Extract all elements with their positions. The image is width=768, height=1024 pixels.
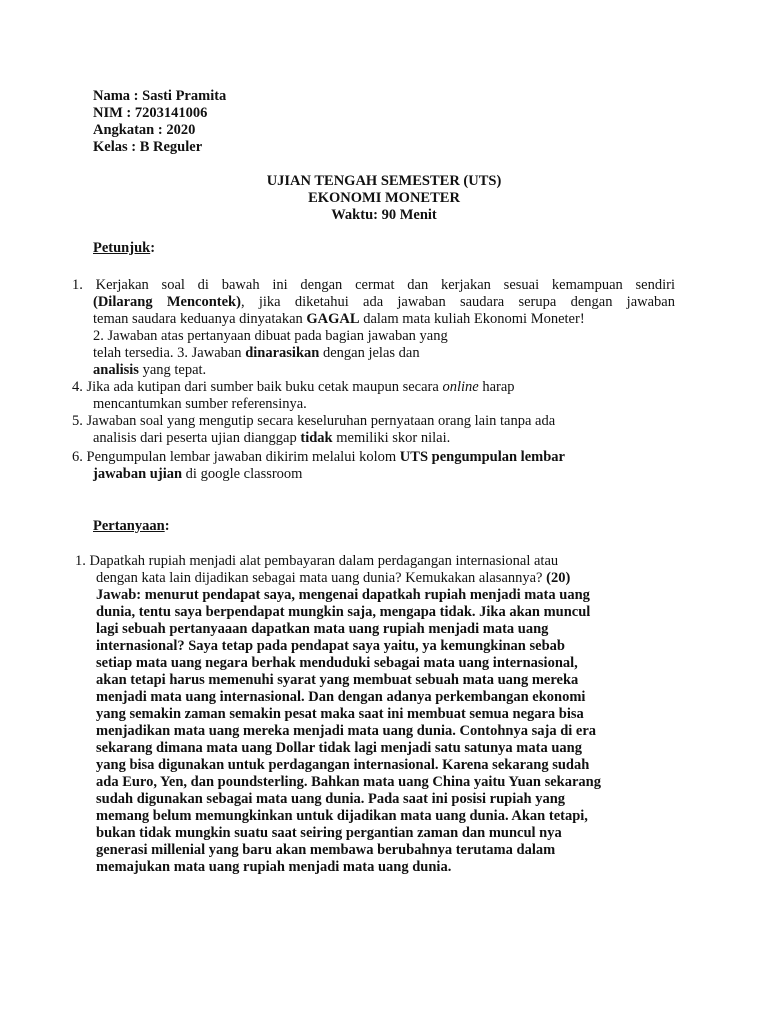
instruction-3-line: analisis yang tepat. — [93, 362, 207, 378]
answer-line: akan tetapi harus memenuhi syarat yang membuat sebuah mata uang mereka — [96, 672, 579, 688]
exam-title: UJIAN TENGAH SEMESTER (UTS) — [266, 173, 502, 189]
answer-line: yang bisa digunakan untuk perdagangan internasional. Karena sekarang sudah — [96, 757, 590, 773]
instruction-1-line-3: teman saudara keduanya dinyatakan GAGAL dalam mata kuliah Ekonomi Moneter! — [93, 311, 585, 327]
nim-label: NIM : — [93, 105, 132, 121]
student-kelas: B Reguler — [139, 139, 203, 155]
student-angkatan-line — [93, 122, 195, 139]
instruction-2-line-2: telah tersedia. 3. Jawaban dinarasikan dengan jelas dan — [93, 345, 420, 361]
name-label: Nama : — [93, 88, 139, 104]
angkatan-label: Angkatan : — [93, 122, 163, 138]
instruction-5-line-2: analisis dari peserta ujian dianggap tidak memiliki skor nilai. — [93, 430, 451, 446]
instruction-2-line-1: 2. Jawaban atas pertanyaan dibuat pada bagian jawaban yang — [93, 328, 448, 344]
answer-line: generasi millenial yang baru akan membawa berubahnya terutama dalam — [96, 842, 556, 858]
answer-line: yang semakin zaman semakin pesat maka saat ini membuat semua negara bisa — [96, 706, 584, 722]
student-name-line — [93, 88, 226, 105]
answer-line: dunia, tentu saya berpendapat mungkin saja, mengapa tidak. Jika akan muncul — [96, 604, 591, 620]
student-nim: 7203141006 — [134, 105, 208, 121]
instruction-1-line-2: (Dilarang Mencontek), jika diketahui ada jawaban saudara serupa dengan jawaban — [93, 294, 675, 310]
instruction-1-line-1: 1. Kerjakan soal di bawah ini dengan cermat dan kerjakan sesuai kemampuan sendiri — [72, 277, 675, 293]
answer-line: memang belum memungkinkan untuk dijadikan mata uang dunia. Akan tetapi, — [96, 808, 588, 824]
answer-line: Jawab: menurut pendapat saya, mengenai dapatkah rupiah menjadi mata uang — [96, 587, 590, 603]
instruction-6-line-2: jawaban ujian di google classroom — [93, 466, 303, 482]
exam-duration: Waktu: 90 Menit — [331, 207, 437, 223]
course-title: EKONOMI MONETER — [308, 190, 460, 206]
instruction-4-line-1: 4. Jika ada kutipan dari sumber baik buku cetak maupun secara online harap — [72, 379, 515, 395]
answer-line: internasional? Saya tetap pada pendapat saya yaitu, ya kemungkinan sebab — [96, 638, 565, 654]
instruction-6-line-1: 6. Pengumpulan lembar jawaban dikirim melalui kolom UTS pengumpulan lembar — [72, 449, 565, 465]
instruction-4-line-2: mencantumkan sumber referensinya. — [93, 396, 307, 412]
question-1-line-2: dengan kata lain dijadikan sebagai mata uang dunia? Kemukakan alasannya? (20) — [96, 570, 571, 586]
answer-line: sekarang dimana mata uang Dollar tidak lagi menjadi satu satunya mata uang — [96, 740, 582, 756]
question-1-line-1: 1. Dapatkah rupiah menjadi alat pembayaran dalam perdagangan internasional atau — [75, 553, 559, 569]
student-name: Sasti Pramita — [142, 88, 227, 104]
student-angkatan: 2020 — [166, 122, 196, 138]
student-nim-line — [93, 105, 207, 122]
answer-line: memajukan mata uang rupiah menjadi mata uang dunia. — [96, 859, 452, 875]
answer-line: setiap mata uang negara berhak menduduki sebagai mata uang internasional, — [96, 655, 578, 671]
answer-line: menjadi mata uang internasional. Dan dengan adanya perkembangan ekonomi — [96, 689, 586, 705]
student-kelas-line — [93, 139, 202, 156]
answer-line: menjadikan mata uang mereka menjadi mata uang dunia. Contohnya saja di era — [96, 723, 597, 739]
kelas-label: Kelas : — [93, 139, 137, 155]
answer-line: sudah digunakan sebagai mata uang dunia. Pada saat ini posisi rupiah yang — [96, 791, 566, 807]
answer-line: lagi sebuah pertanyaaan dapatkan mata uang rupiah menjadi mata uang — [96, 621, 549, 637]
question-1-score: (20) — [546, 570, 571, 586]
instructions-heading: Petunjuk: — [93, 240, 156, 256]
questions-heading: Pertanyaan: — [93, 518, 170, 534]
instruction-5-line-1: 5. Jawaban soal yang mengutip secara keseluruhan pernyataan orang lain tanpa ada — [72, 413, 556, 429]
answer-line: bukan tidak mungkin suatu saat seiring pergantian zaman dan muncul nya — [96, 825, 562, 841]
answer-line: ada Euro, Yen, dan poundsterling. Bahkan mata uang China yaitu Yuan sekarang — [96, 774, 601, 790]
